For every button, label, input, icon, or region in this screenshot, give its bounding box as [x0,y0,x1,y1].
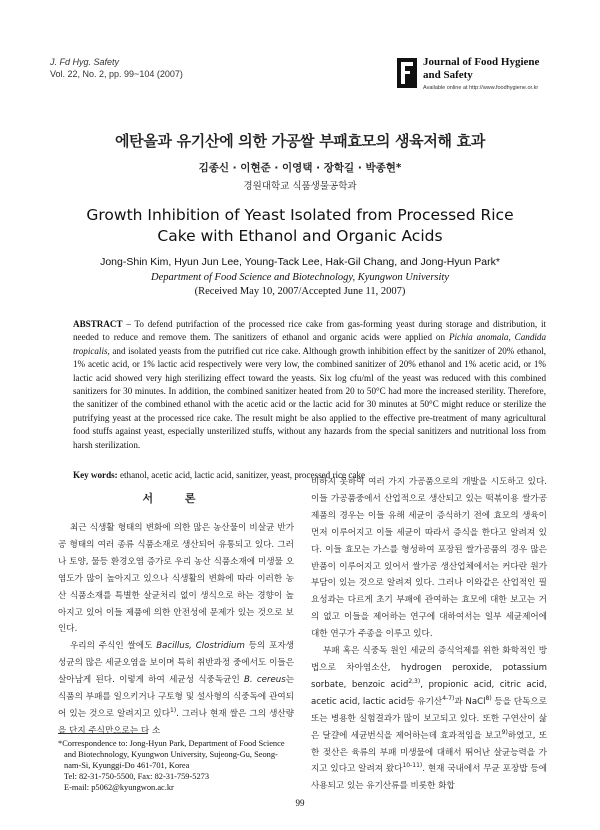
page-number: 99 [295,798,305,808]
abstract-label: ABSTRACT [73,319,123,329]
abstract-text-1: – To defend putrifaction of the processed rice cake from gas-forming yeast during storage and distribution, it needed to reduce and remove them. The sanitizers of ethanol and organic acids were applied on [73,319,546,343]
right-paragraph-2: 부패 혹은 식중독 원인 세균의 증식억제를 위한 화학적인 방법으로 차아염소산, hydrogen peroxide, potassium sorbate, benzoic acid$^{2,3)}$, propionic acid, citric acid, acetic acid, lactic acid등 유기산$^{4-7)}$과 NaCl$^{8)}$ 등을 단독으로 또는 병용한 실험결과가 많이 보고되고 있다. 또한 구연산이 삶은 달걀에 세균번식을 제어하는데 효과적임을 보고$^{9)}$하였고, 또한 젖산은 육류의 부패 미생물에 대해서 뛰어난 살균능력을 가지고 있다고 알려져 왔다$^{10-11)}$. 현재 국내에서 무균 포장밥 등에 사용되고 있는 유기산류를 비롯한 화합 [311,646,548,792]
left-paragraph-2: 우리의 주식인 쌀에도 Bacillus, Clostridium 등의 포자생성균의 많은 세균오염을 보이며 특히 취반과정 중에서도 이들은 살아남게 된다. 이렇게 하여 세균성 식중독균인 B. cereus는 식품의 부패를 일으키거나 구토형 및 설사형의 식중독에 관여되어 있는 것으로 알려지고 있다$^{1)}$. 그러나 현재 쌀은 그의 생산량을 단지 주식만으로는 다 소 [58,641,294,736]
volume-info: Vol. 22, No. 2, pp. 99~104 (2007) [50,69,183,79]
left-paragraph-1: 최근 식생활 형태의 변화에 의한 많은 농산물이 비살균 반가공 형태의 여러 종류 식품소재로 생산되어 유통되고 있다. 그러나 토양, 물등 환경오염 증가로 우리 농산 식품소재에 미생물 오염도가 많이 높아지고 있으나 식생활의 변화에 따라 이러한 농산 식품소재를 특별한 살균처리 없이 생식으로 하는 경향이 높아지고 있어 이들 제품에 의한 안전성에 문제가 있는 것으로 보인다. [58,523,294,635]
logo-name-line2: and Safety [423,69,473,81]
journal-logo [395,56,575,102]
correspondence-footnote [58,738,298,793]
keywords-text: ethanol, acetic acid, lactic acid, sanitizer, yeast, processed rice cake [117,470,366,480]
abstract-text-2: and isolated yeasts from the putrified cut rice cake. Although growth inhibition effect by the sanitizer of 20% ethanol, 1% acetic acid, or 1% lactic acid respectively were very low, the combined sanitizer of 20% ethanol and 1% acetic acid, or 1% lactic acid showed very high sterilizing effect toward the yeasts. Six log cfu/ml of the yeast was reduced with this combined sanitizers for 30 minutes. In addition, the combined sanitizer heated from 20 to 50°C had more the increased sterility. Therefore, the sanitizer of the combined ethanol with the acetic acid or the lactic acid for 30 minutes at 50°C might reduce or sterilize the putrifying yeast at the processed rice cake. The result might be also applied to the effective pre-treatment of many agricultural food stuffs against yeast, especially unsterilized stuffs, without any hazards from the special sanitizers and nutritional loss from harsh sterilization. [73,345,546,450]
footnote-line-3: nam-Si, Kyunggi-Do 461-701, Korea [64,761,190,770]
korean-title: 에탄올과 유기산에 의한 가공쌀 부패효모의 생육저해 효과 [114,132,486,150]
english-authors: Jong-Shin Kim, Hyun Jun Lee, Young-Tack Lee, Hak-Gil Chang, and Jong-Hyun Park* [100,256,500,268]
logo-name-line1: Journal of Food Hygiene [423,56,540,68]
abstract-species: Pichia anomala, Candida tropicalis, [73,332,547,356]
footnote-line-4: Tel: 82-31-750-5500, Fax: 82-31-759-5273 [64,772,210,781]
keywords-label: Key words: [73,470,118,480]
english-affiliation: Department of Food Science and Biotechnology, Kyungwon University [150,272,450,283]
section-title: 서 론 [142,492,210,505]
english-title-line2: Cake with Ethanol and Organic Acids [157,227,443,245]
footnote-line-2: and Biotechnology, Kyungwon University, Sujeong-Gu, Seong- [64,750,278,759]
footnote-line-5: E-mail: p5062@kyungwon.ac.kr [64,783,174,792]
received-dates: (Received May 10, 2007/Accepted June 11, 2007) [194,286,406,297]
abstract [73,318,546,452]
english-title-line1: Growth Inhibition of Yeast Isolated from Processed Rice [86,206,514,224]
journal-abbrev: J. Fd Hyg. Safety [50,57,120,67]
journal-header [50,56,183,80]
left-column [58,520,294,740]
right-paragraph-1: 비하지 못하여 여러 가지 가공품으로의 개발을 시도하고 있다. 이들 가공품중에서 산업적으로 생산되고 있는 떡볶이용 쌀가공 제품의 경우는 이들 유해 세균이 증식하기 전에 효모의 생육이 먼저 이루어지고 이들 세균이 따라서 증식을 한다고 알려져 있다. 이들 효모는 가스를 형성하여 포장된 쌀가공품의 경우 많은 반품이 이루어지고 있어서 쌀가공 생산업체에서는 커다란 원가 부담이 있는 것으로 알려져 있다. 그러나 이와같은 산업적인 필요성과는 다르게 초기 부패에 관여하는 효모에 대한 보고는 거의 없고 이들을 제어하는 연구에 대하여서는 일부 세균제어에 대한 연구가 주종을 이루고 있다. [311,477,547,640]
logo-online: Available online at http://www.foodhygiene.or.kr [423,85,539,91]
right-column [311,474,547,795]
footnote-line-1: *Correspondence to: Jong-Hyun Park, Department of Food Science [58,739,285,748]
korean-affiliation: 경원대학교 식품생물공학과 [243,181,357,192]
journal-logo-icon [395,56,419,90]
korean-authors: 김종신 · 이현준 · 이영택 · 장학길 · 박종현* [198,162,402,174]
english-title [0,205,600,247]
footnote-rule [58,733,148,734]
